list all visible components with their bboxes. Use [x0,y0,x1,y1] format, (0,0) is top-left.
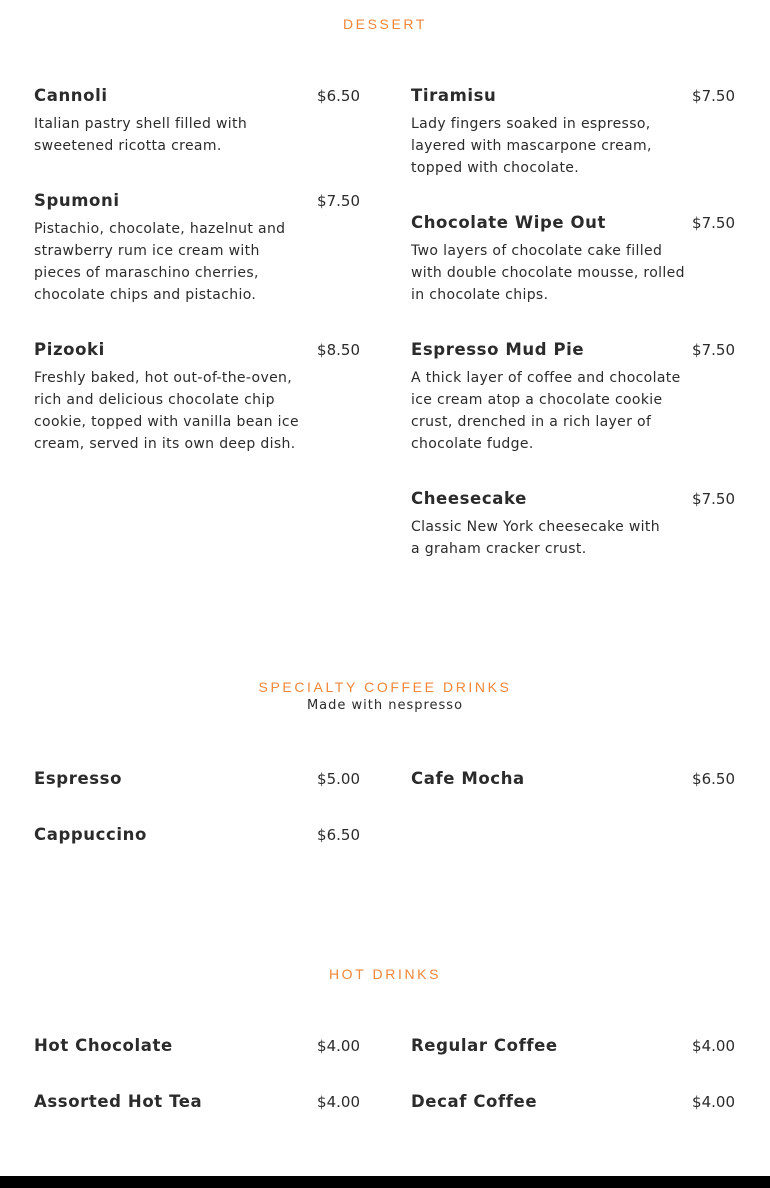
menu-item-spumoni [34,191,360,306]
item-price: $8.50 [317,341,360,359]
coffee-section-subtitle: Made with nespresso [306,698,464,713]
menu-item-chocolate-wipe-out [411,213,735,306]
item-name: Espresso Mud Pie [411,340,585,359]
menu-item-decaf-coffee [411,1092,735,1114]
item-description: Lady fingers soaked in espresso, layered with mascarpone cream, topped with chocolate. [411,116,652,176]
item-name: Chocolate Wipe Out [411,213,606,232]
item-description: Italian pastry shell filled with sweetened ricotta cream. [34,116,248,154]
item-description: A thick layer of coffee and chocolate ice cream atop a chocolate cookie crust, drenched in a rich layer of chocolate fudge. [411,370,681,452]
menu-item-assorted-hot-tea [34,1092,360,1114]
item-price: $6.50 [692,770,735,788]
item-description: Two layers of chocolate cake filled with double chocolate mousse, rolled in chocolate chips. [411,243,685,303]
item-name: Cappuccino [34,825,147,844]
item-name: Cannoli [34,86,108,105]
item-description: Classic New York cheesecake with a graham cracker crust. [411,519,660,557]
item-name: Tiramisu [411,86,497,105]
menu-item-hot-chocolate [34,1036,360,1058]
hot-drinks-section-title: HOT DRINKS [328,966,442,982]
item-price: $5.00 [317,770,360,788]
item-name: Regular Coffee [411,1036,558,1055]
item-name: Cheesecake [411,489,527,508]
menu-item-cannoli [34,86,360,157]
item-price: $4.00 [317,1037,360,1055]
menu-item-espresso-mud-pie [411,340,735,455]
item-name: Decaf Coffee [411,1092,538,1111]
menu-item-cappuccino [34,825,360,847]
coffee-section-title: SPECIALTY COFFEE DRINKS [258,679,512,695]
menu-item-cheesecake [411,489,735,560]
dessert-section-title: DESSERT [342,16,428,32]
menu-item-tiramisu [411,86,735,179]
menu-item-pizooki [34,340,360,455]
item-price: $7.50 [692,341,735,359]
item-name: Assorted Hot Tea [34,1092,203,1111]
item-price: $6.50 [317,87,360,105]
item-price: $7.50 [692,87,735,105]
item-description: Pistachio, chocolate, hazelnut and strawberry rum ice cream with pieces of maraschino cherries, chocolate chips and pistachio. [34,221,286,303]
item-name: Cafe Mocha [411,769,525,788]
item-price: $7.50 [317,192,360,210]
page-bottom-bar [0,1176,770,1188]
menu-item-regular-coffee [411,1036,735,1058]
item-price: $7.50 [692,214,735,232]
item-name: Pizooki [34,340,105,359]
menu-item-espresso [34,769,360,791]
item-name: Espresso [34,769,123,788]
item-price: $6.50 [317,826,360,844]
item-price: $4.00 [692,1037,735,1055]
item-description: Freshly baked, hot out-of-the-oven, rich and delicious chocolate chip cookie, topped with vanilla bean ice cream, served in its own deep dish. [34,370,299,452]
item-price: $4.00 [692,1093,735,1111]
item-name: Spumoni [34,191,120,210]
menu-item-cafe-mocha [411,769,735,791]
item-name: Hot Chocolate [34,1036,173,1055]
item-price: $4.00 [317,1093,360,1111]
item-price: $7.50 [692,490,735,508]
